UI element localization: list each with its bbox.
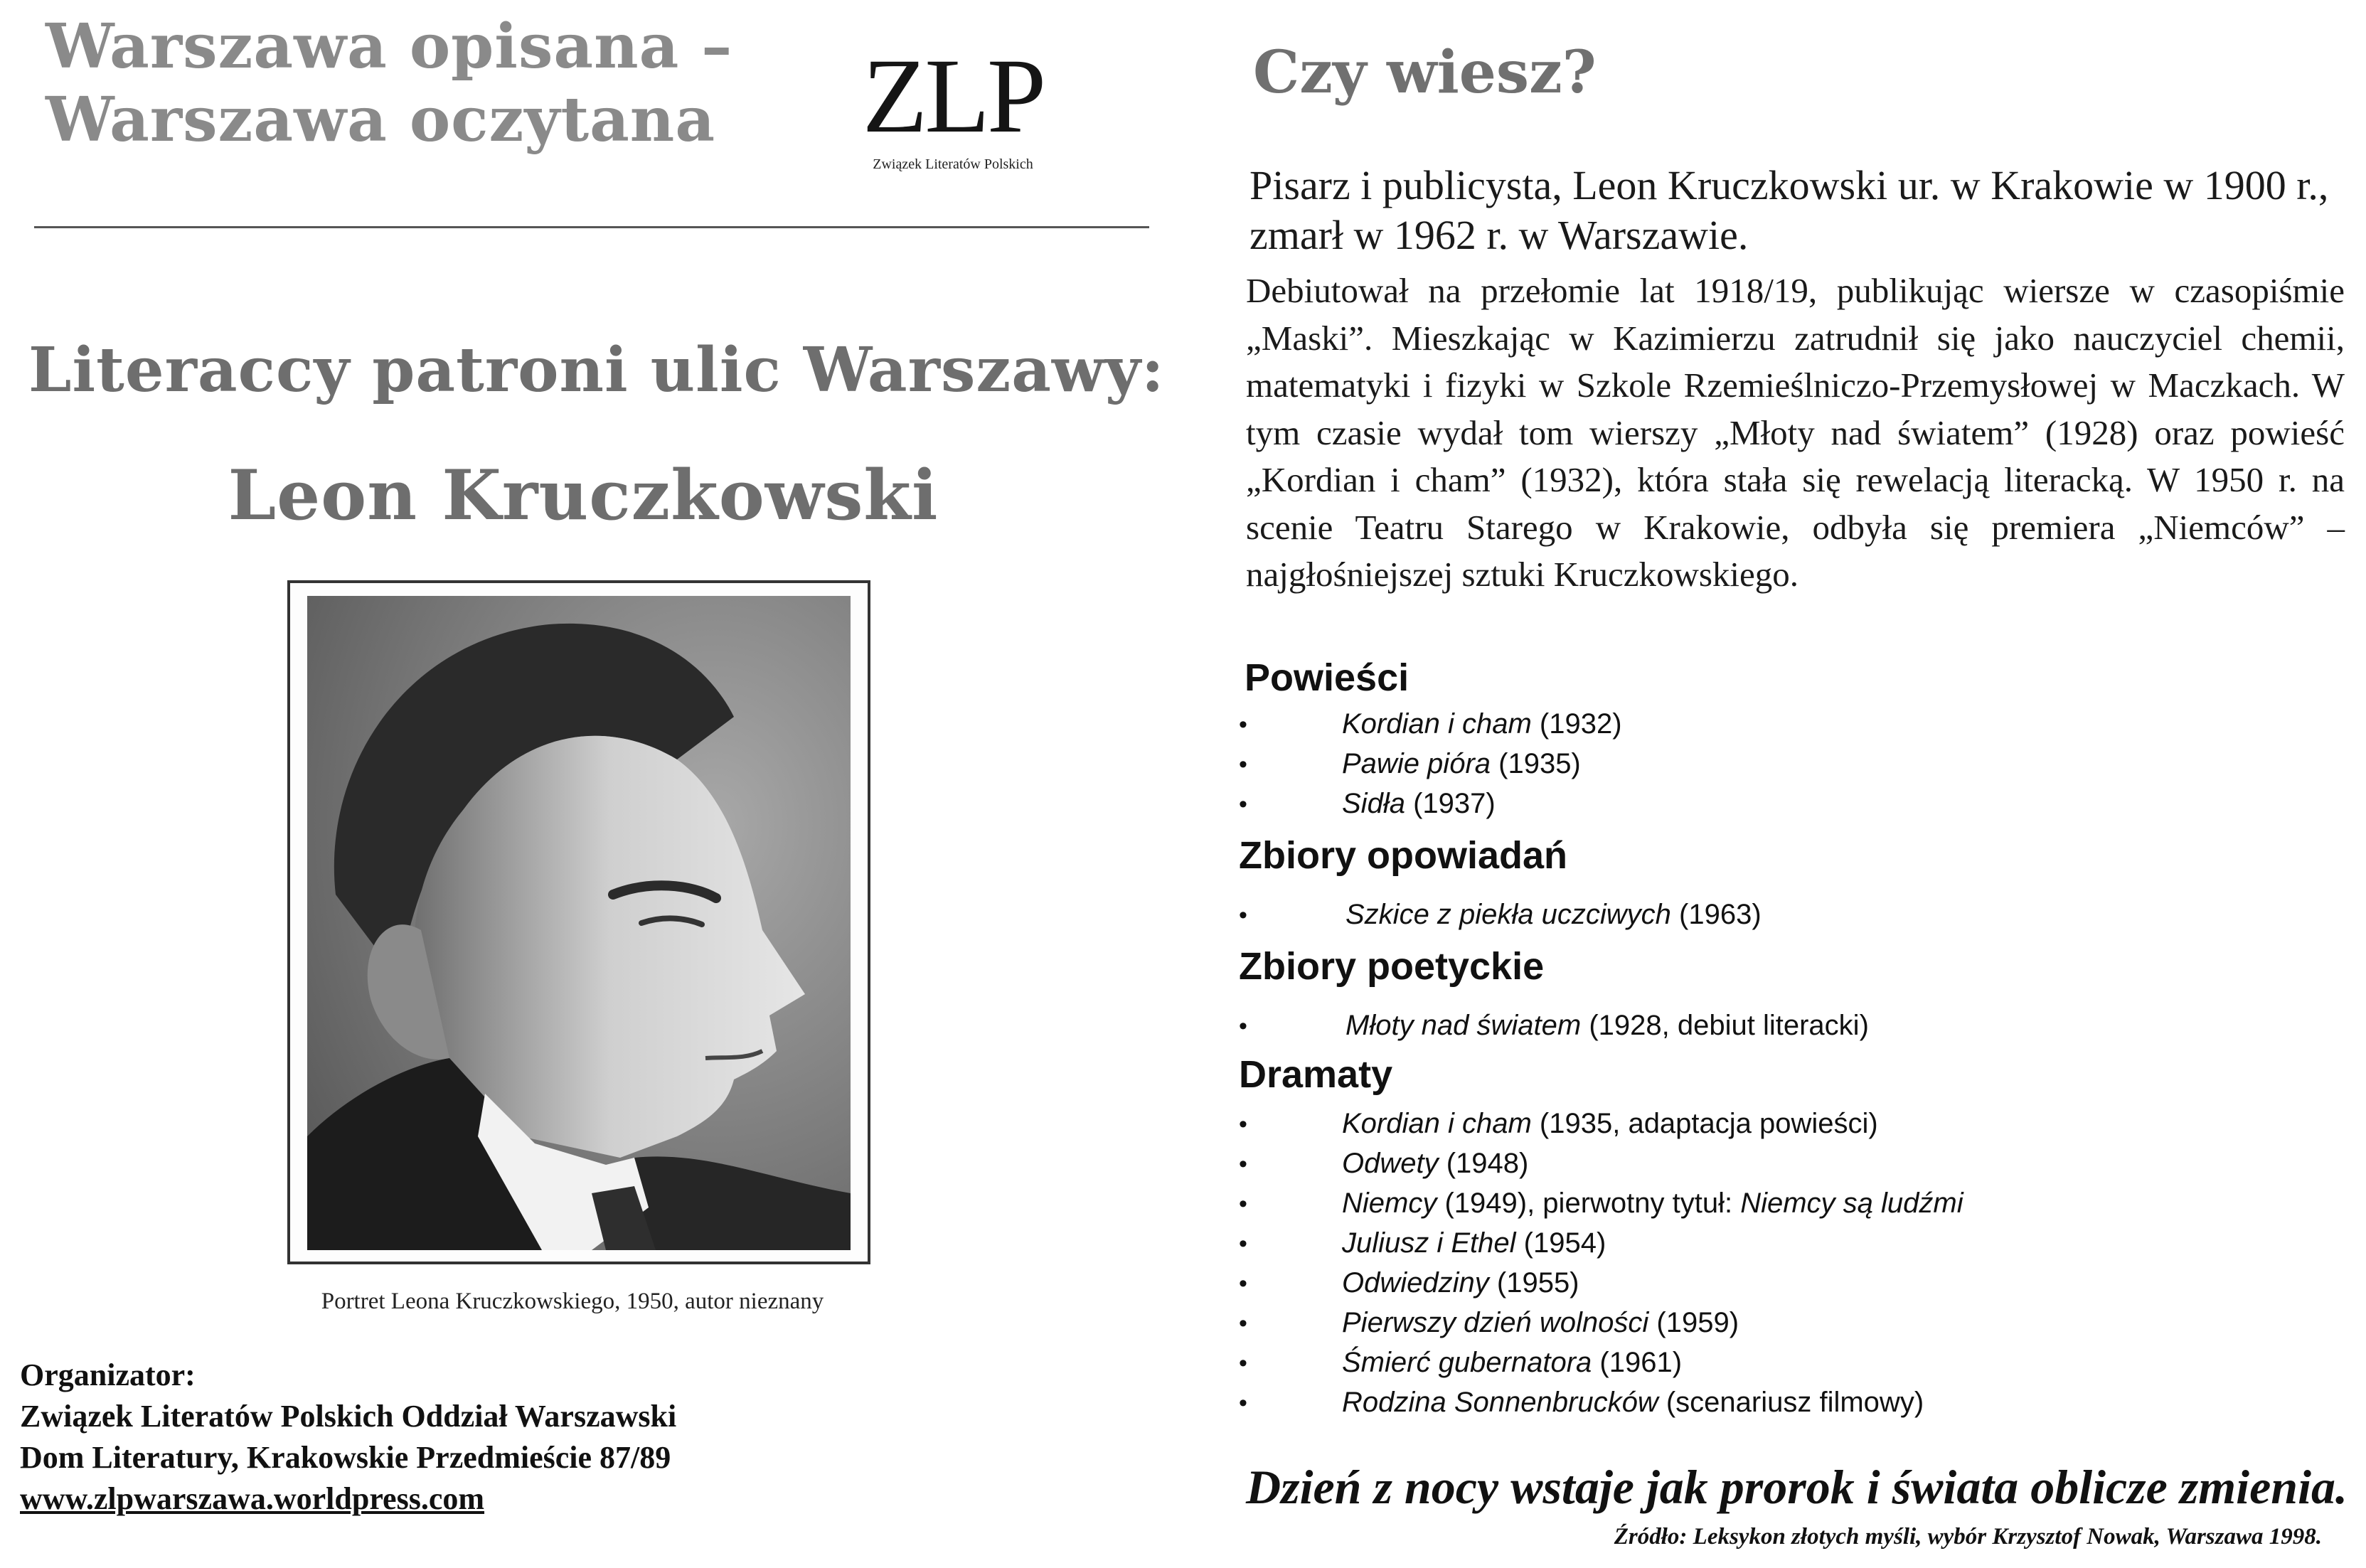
list-item: Sidła (1937) [1342,788,1496,819]
quote-source: Źródło: Leksykon złotych myśli, wybór Krzysztof Nowak, Warszawa 1998. [1614,1524,2322,1550]
bullet-icon: • [1239,1310,1247,1337]
section-dramas-title: Dramaty [1239,1053,1393,1096]
organizer-website-link[interactable]: www.zlpwarszawa.worldpress.com [20,1481,485,1516]
bullet-icon: • [1239,791,1247,818]
bullet-icon: • [1239,902,1247,929]
series-title-line1: Warszawa opisana – [46,11,733,82]
organizer-name: Związek Literatów Polskich Oddział Warszawski [20,1399,677,1434]
bullet-icon: • [1239,711,1247,738]
bio-lead: Pisarz i publicysta, Leon Kruczkowski ur. w Krakowie w 1900 r., zmarł w 1962 r. w Warszawie. [1249,162,2329,258]
list-item: Odwiedziny (1955) [1342,1267,1579,1298]
list-item: Odwety (1948) [1342,1148,1529,1179]
list-item: Niemcy (1949), pierwotny tytuł: Niemcy są ludźmi [1342,1188,1963,1219]
bullet-icon: • [1239,1013,1247,1040]
organizer-label: Organizator: [20,1358,196,1392]
bullet-icon: • [1239,1390,1247,1417]
header-divider [34,226,1149,228]
bullet-icon: • [1239,1111,1247,1138]
series-title-line2: Warszawa oczytana [46,84,716,156]
section-novels-title: Powieści [1245,656,1410,699]
bullet-icon: • [1239,1151,1247,1178]
list-item: Kordian i cham (1932) [1342,708,1622,740]
series-title [46,10,732,156]
bullet-icon: • [1239,1230,1247,1257]
organizer-address: Dom Literatury, Krakowskie Przedmieście 87/89 [20,1440,671,1475]
person-name: Leon Kruczkowski [228,455,939,535]
did-you-know-heading: Czy wiesz? [1253,38,1597,107]
quote: Dzień z nocy wstaje jak prorok i świata oblicze zmienia. [1246,1460,2348,1514]
list-item: Pawie pióra (1935) [1342,748,1581,779]
section-stories-title: Zbiory opowiadań [1239,834,1568,877]
bullet-icon: • [1239,1350,1247,1377]
bullet-icon: • [1239,1270,1247,1297]
portrait-caption: Portret Leona Kruczkowskiego, 1950, autor nieznany [321,1289,824,1314]
list-item: Młoty nad światem (1928, debiut literacki) [1345,1010,1869,1041]
zlp-logo [825,37,1081,173]
list-item: Rodzina Sonnenbrucków (scenariusz filmowy) [1342,1387,1924,1418]
portrait-illustration [307,596,851,1250]
portrait-photo [307,596,851,1250]
list-item: Kordian i cham (1935, adaptacja powieści) [1342,1108,1878,1139]
list-item: Śmierć gubernatora (1961) [1342,1347,1683,1378]
bio-body: Debiutował na przełomie lat 1918/19, publikując wiersze w czasopiśmie „Maski”. Mieszkając w Kazimierzu zatrudnił się jako nauczyciel chemii, matematyki i fizyki w Szkole Rzemieślniczo-Przemysłowej w Maczkach. W tym czasie wydał tom wierszy „Młoty nad światem” (1928) oraz powieść „Kordian i cham” (1932), która stała się rewelacją literacką. W 1950 r. na scenie Teatru Starego w Krakowie, odbyła się premiera „Niemców” – najgłośniejszej sztuki Kruczkowskiego. [1246,271,2345,594]
portrait-frame [287,580,870,1264]
zlp-logo-subtitle: Związek Literatów Polskich [873,156,1033,172]
section-poetry-title: Zbiory poetyckie [1239,945,1545,988]
list-item: Pierwszy dzień wolności (1959) [1342,1307,1739,1338]
list-item: Juliusz i Ethel (1954) [1342,1227,1606,1259]
zlp-logo-mark: ZLP [862,37,1044,155]
page-subtitle: Literaccy patroni ulic Warszawy: [28,334,1165,406]
organizer-block [20,1355,676,1520]
bullet-icon: • [1239,1190,1247,1217]
bullet-icon: • [1239,751,1247,778]
list-item: Szkice z piekła uczciwych (1963) [1345,899,1762,930]
